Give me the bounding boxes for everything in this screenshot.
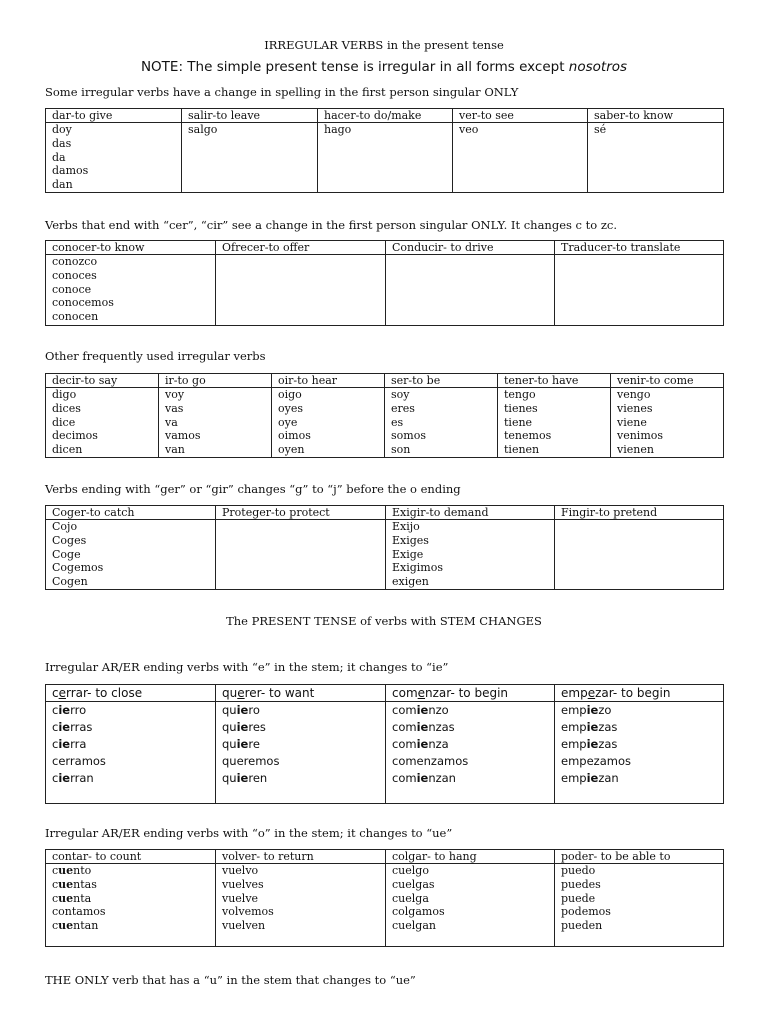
conjugation-cell xyxy=(46,702,216,804)
conjugation-form xyxy=(52,719,209,736)
conjugation-form: tienen xyxy=(504,443,540,457)
conjugation-cell xyxy=(386,255,555,326)
conjugation-cell xyxy=(555,864,724,947)
conjugation-form: sé xyxy=(594,123,607,136)
conjugation-form: conoces xyxy=(52,268,97,282)
column-header: ir-to go xyxy=(159,374,272,388)
form-part: comenzamos xyxy=(392,754,469,768)
conjugation-cell xyxy=(272,388,385,458)
conjugation-form xyxy=(222,905,379,919)
conjugation-form xyxy=(52,736,209,753)
column-header: ser-to be xyxy=(385,374,498,388)
form-part: cuelgas xyxy=(392,877,435,891)
conjugation-form xyxy=(222,736,379,753)
conjugation-form: vas xyxy=(165,401,184,415)
form-part: nza xyxy=(428,737,449,751)
conjugation-cell xyxy=(588,123,724,193)
stem-change-letters: ue xyxy=(58,864,74,877)
table-row xyxy=(46,520,724,590)
conjugation-form: salgo xyxy=(188,123,218,136)
conjugation-cell xyxy=(46,864,216,947)
conjugation-form: oye xyxy=(278,415,298,429)
form-part: contamos xyxy=(52,905,106,919)
table-row xyxy=(46,123,724,193)
conjugation-form: van xyxy=(165,443,185,457)
conjugation-form: vengo xyxy=(617,388,651,401)
conjugation-form xyxy=(222,919,379,933)
conjugation-form: conoce xyxy=(52,282,92,296)
conjugation-form xyxy=(52,702,209,719)
form-part: c xyxy=(52,877,59,891)
conjugation-form: dice xyxy=(52,415,76,429)
conjugation-cell xyxy=(216,520,386,590)
conjugation-form: Exigimos xyxy=(392,561,444,575)
stem-change-letters: ie xyxy=(236,703,249,717)
form-part: nzo xyxy=(428,703,449,717)
verb-table-o-to-ue xyxy=(45,849,724,947)
form-part: nta xyxy=(73,891,92,905)
section-heading: Irregular AR/ER ending verbs with “o” in the stem; it changes to “ue” xyxy=(45,826,453,840)
stem-change-letters: ue xyxy=(58,877,74,891)
conjugation-cell xyxy=(46,388,159,458)
form-part: zan xyxy=(598,771,619,785)
stem-change-letters: ie xyxy=(416,737,429,751)
stem-change-letters: ie xyxy=(58,720,71,734)
conjugation-form: Cogen xyxy=(52,575,88,589)
conjugation-form: dices xyxy=(52,401,81,415)
conjugation-form: tengo xyxy=(504,388,536,401)
column-header: poder- to be able to xyxy=(555,850,724,864)
conjugation-form xyxy=(561,892,717,906)
conjugation-form: exigen xyxy=(392,575,429,589)
conjugation-form: somos xyxy=(391,429,426,443)
conjugation-form: da xyxy=(52,150,66,164)
column-header: Ofrecer-to offer xyxy=(216,241,386,255)
stem-change-letters: ie xyxy=(586,703,599,717)
column-header: Proteger-to protect xyxy=(216,506,386,520)
verb-table-cer-cir xyxy=(45,240,724,326)
form-part: cuelga xyxy=(392,891,429,905)
conjugation-form: tienes xyxy=(504,401,538,415)
column-header: contar- to count xyxy=(46,850,216,864)
form-part: vuelves xyxy=(222,877,264,891)
conjugation-form xyxy=(561,753,717,770)
conjugation-form xyxy=(392,892,548,906)
conjugation-cell xyxy=(46,255,216,326)
conjugation-cell xyxy=(611,388,724,458)
conjugation-form: conocen xyxy=(52,310,99,324)
form-part: puedes xyxy=(561,877,601,891)
conjugation-form xyxy=(52,919,209,933)
conjugation-form: decimos xyxy=(52,429,98,443)
conjugation-form: vienen xyxy=(617,443,654,457)
form-part: qu xyxy=(222,703,237,717)
conjugation-form: eres xyxy=(391,401,415,415)
conjugation-form: oimos xyxy=(278,429,311,443)
form-part: rran xyxy=(70,771,94,785)
form-part: emp xyxy=(561,771,587,785)
stem-vowel: e xyxy=(417,686,426,700)
conjugation-form xyxy=(392,753,548,770)
stem-change-letters: ie xyxy=(236,771,249,785)
conjugation-form xyxy=(392,719,548,736)
verb-table-ger-gir xyxy=(45,505,724,590)
conjugation-form: vamos xyxy=(165,429,201,443)
conjugation-form xyxy=(561,736,717,753)
conjugation-form xyxy=(222,892,379,906)
form-part: queremos xyxy=(222,754,280,768)
form-part: vuelven xyxy=(222,919,266,933)
form-part: volvemos xyxy=(222,905,274,919)
table-header-row xyxy=(46,374,724,388)
form-part: com xyxy=(392,703,417,717)
table-row xyxy=(46,702,724,804)
section-heading: Verbs ending with “ger” or “gir” changes “g” to “j” before the o ending xyxy=(45,482,461,496)
conjugation-form: dicen xyxy=(52,443,83,457)
column-header: Coger-to catch xyxy=(46,506,216,520)
conjugation-cell xyxy=(216,864,386,947)
header-part: com xyxy=(392,686,418,700)
conjugation-form: son xyxy=(391,443,411,457)
table-header-row xyxy=(46,109,724,123)
form-part: cuelgan xyxy=(392,919,436,933)
column-header: colgar- to hang xyxy=(386,850,555,864)
form-part: vuelvo xyxy=(222,864,259,877)
conjugation-form: Exiges xyxy=(392,533,429,547)
form-part: c xyxy=(52,771,59,785)
column-header xyxy=(386,685,555,702)
conjugation-form xyxy=(561,919,717,933)
form-part: c xyxy=(52,891,59,905)
conjugation-form xyxy=(222,719,379,736)
conjugation-cell xyxy=(555,702,724,804)
conjugation-form xyxy=(392,702,548,719)
conjugation-form xyxy=(222,702,379,719)
stem-change-letters: ie xyxy=(416,703,429,717)
conjugation-form xyxy=(52,753,209,770)
conjugation-form: Coge xyxy=(52,547,81,561)
page-title: IRREGULAR VERBS in the present tense xyxy=(264,38,504,52)
form-part: rras xyxy=(70,720,93,734)
stem-vowel: e xyxy=(237,686,245,700)
header-part: qu xyxy=(222,686,238,700)
column-header: hacer-to do/make xyxy=(318,109,453,123)
form-part: emp xyxy=(561,737,587,751)
conjugation-form xyxy=(561,864,717,878)
stem-vowel: e xyxy=(58,686,66,700)
conjugation-form: viene xyxy=(617,415,647,429)
form-part: zas xyxy=(598,737,618,751)
conjugation-cell xyxy=(216,255,386,326)
conjugation-form xyxy=(52,770,209,787)
form-part: empezamos xyxy=(561,754,631,768)
stem-change-letters: ie xyxy=(416,720,429,734)
column-header: tener-to have xyxy=(498,374,611,388)
column-header: salir-to leave xyxy=(182,109,318,123)
column-header: ver-to see xyxy=(453,109,588,123)
conjugation-cell xyxy=(453,123,588,193)
conjugation-cell xyxy=(386,702,555,804)
column-header xyxy=(46,685,216,702)
conjugation-form: Coges xyxy=(52,533,87,547)
verb-table-e-to-ie xyxy=(45,684,724,804)
conjugation-form xyxy=(392,864,548,878)
form-part: c xyxy=(52,919,59,933)
table-header-row xyxy=(46,241,724,255)
stem-change-title: The PRESENT TENSE of verbs with STEM CHANGES xyxy=(226,614,542,628)
conjugation-form: conozco xyxy=(52,255,98,268)
section-heading: Irregular AR/ER ending verbs with “e” in the stem; it changes to “ie” xyxy=(45,660,449,674)
form-part: c xyxy=(52,737,59,751)
form-part: cuelgo xyxy=(392,864,429,877)
conjugation-form: Cogemos xyxy=(52,561,104,575)
conjugation-form xyxy=(392,919,548,933)
form-part: nzas xyxy=(428,720,455,734)
stem-change-letters: ie xyxy=(586,737,599,751)
column-header: decir-to say xyxy=(46,374,159,388)
form-part: ntan xyxy=(73,919,99,933)
conjugation-cell xyxy=(318,123,453,193)
note-line xyxy=(0,59,768,75)
table-header-row xyxy=(46,506,724,520)
stem-change-letters: ie xyxy=(586,720,599,734)
form-part: zo xyxy=(598,703,612,717)
conjugation-form: voy xyxy=(165,388,185,401)
conjugation-form xyxy=(222,770,379,787)
conjugation-form: oigo xyxy=(278,388,302,401)
conjugation-form xyxy=(561,770,717,787)
conjugation-form: tenemos xyxy=(504,429,552,443)
stem-change-letters: ie xyxy=(58,771,71,785)
stem-change-letters: ie xyxy=(58,703,71,717)
conjugation-cell xyxy=(555,255,724,326)
conjugation-form: conocemos xyxy=(52,296,114,310)
conjugation-form xyxy=(392,878,548,892)
form-part: emp xyxy=(561,720,587,734)
conjugation-form xyxy=(561,905,717,919)
form-part: vuelve xyxy=(222,891,259,905)
verb-table-frequent-irregular xyxy=(45,373,724,458)
conjugation-cell xyxy=(498,388,611,458)
column-header: dar-to give xyxy=(46,109,182,123)
footer-heading: THE ONLY verb that has a “u” in the stem that changes to “ue” xyxy=(45,973,416,987)
conjugation-form xyxy=(222,753,379,770)
conjugation-form: soy xyxy=(391,388,410,401)
section-heading: Other frequently used irregular verbs xyxy=(45,349,266,363)
conjugation-cell xyxy=(386,520,555,590)
column-header: venir-to come xyxy=(611,374,724,388)
conjugation-form: veo xyxy=(459,123,479,136)
conjugation-form xyxy=(52,864,209,878)
table-row xyxy=(46,255,724,326)
conjugation-form: va xyxy=(165,415,178,429)
form-part: pueden xyxy=(561,919,603,933)
conjugation-form: tiene xyxy=(504,415,533,429)
stem-change-letters: ue xyxy=(58,919,74,933)
form-part: nzan xyxy=(428,771,456,785)
form-part: rra xyxy=(70,737,87,751)
form-part: cerramos xyxy=(52,754,106,768)
form-part: ntas xyxy=(73,877,97,891)
header-part: nzar- to begin xyxy=(425,686,509,700)
table-header-row xyxy=(46,685,724,702)
table-header-row xyxy=(46,850,724,864)
conjugation-form: es xyxy=(391,415,404,429)
form-part: c xyxy=(52,864,59,877)
form-part: com xyxy=(392,720,417,734)
column-header: Fingir-to pretend xyxy=(555,506,724,520)
conjugation-cell xyxy=(159,388,272,458)
column-header: conocer-to know xyxy=(46,241,216,255)
column-header: saber-to know xyxy=(588,109,724,123)
conjugation-form: damos xyxy=(52,164,89,178)
form-part: ren xyxy=(248,771,268,785)
section-heading: Verbs that end with “cer”, “cir” see a change in the first person singular ONLY. It changes c to zc. xyxy=(45,218,618,232)
header-part: emp xyxy=(561,686,588,700)
header-part: rrar- to close xyxy=(66,686,143,700)
column-header: Conducir- to drive xyxy=(386,241,555,255)
conjugation-form xyxy=(222,878,379,892)
conjugation-form: oyes xyxy=(278,401,303,415)
header-part: c xyxy=(52,686,59,700)
form-part: com xyxy=(392,771,417,785)
form-part: c xyxy=(52,703,59,717)
section-heading: Some irregular verbs have a change in spelling in the first person singular ONLY xyxy=(45,85,519,99)
stem-change-letters: ie xyxy=(58,737,71,751)
header-part: rer- to want xyxy=(244,686,315,700)
form-part: emp xyxy=(561,703,587,717)
conjugation-form: digo xyxy=(52,388,77,401)
conjugation-form: oyen xyxy=(278,443,305,457)
conjugation-cell xyxy=(386,864,555,947)
form-part: com xyxy=(392,737,417,751)
conjugation-form: vienes xyxy=(617,401,653,415)
conjugation-form xyxy=(392,905,548,919)
conjugation-form: hago xyxy=(324,123,352,136)
conjugation-form: Exijo xyxy=(392,520,420,533)
stem-change-letters: ie xyxy=(236,737,249,751)
conjugation-form xyxy=(222,864,379,878)
form-part: puede xyxy=(561,891,596,905)
header-part: zar- to begin xyxy=(595,686,671,700)
column-header xyxy=(216,685,386,702)
note-emphasis: nosotros xyxy=(568,59,628,75)
table-row xyxy=(46,864,724,947)
form-part: podemos xyxy=(561,905,611,919)
conjugation-form xyxy=(52,905,209,919)
conjugation-cell xyxy=(182,123,318,193)
conjugation-form: Exige xyxy=(392,547,424,561)
conjugation-cell xyxy=(216,702,386,804)
form-part: colgamos xyxy=(392,905,445,919)
verb-table-first-person xyxy=(45,108,724,193)
form-part: res xyxy=(248,720,266,734)
conjugation-form: Cojo xyxy=(52,520,78,533)
stem-change-letters: ie xyxy=(586,771,599,785)
form-part: nto xyxy=(73,864,92,877)
conjugation-cell xyxy=(46,520,216,590)
conjugation-cell xyxy=(46,123,182,193)
column-header: Traducer-to translate xyxy=(555,241,724,255)
stem-change-letters: ie xyxy=(416,771,429,785)
conjugation-form xyxy=(392,770,548,787)
column-header xyxy=(555,685,724,702)
stem-change-letters: ie xyxy=(236,720,249,734)
conjugation-cell xyxy=(555,520,724,590)
form-part: qu xyxy=(222,720,237,734)
form-part: zas xyxy=(598,720,618,734)
conjugation-form xyxy=(52,892,209,906)
form-part: re xyxy=(248,737,260,751)
form-part: ro xyxy=(248,703,260,717)
column-header: volver- to return xyxy=(216,850,386,864)
table-row xyxy=(46,388,724,458)
conjugation-form xyxy=(561,719,717,736)
conjugation-form: dan xyxy=(52,178,73,192)
conjugation-form xyxy=(392,736,548,753)
conjugation-form: das xyxy=(52,136,72,150)
stem-change-letters: ue xyxy=(58,891,74,905)
stem-vowel: e xyxy=(587,686,596,700)
conjugation-form xyxy=(561,878,717,892)
form-part: rro xyxy=(70,703,87,717)
note-text: NOTE: The simple present tense is irregular in all forms except xyxy=(140,59,569,75)
conjugation-form xyxy=(52,878,209,892)
column-header: oir-to hear xyxy=(272,374,385,388)
conjugation-form: doy xyxy=(52,123,72,136)
form-part: puedo xyxy=(561,864,596,877)
conjugation-form xyxy=(561,702,717,719)
form-part: qu xyxy=(222,771,237,785)
conjugation-cell xyxy=(385,388,498,458)
column-header: Exigir-to demand xyxy=(386,506,555,520)
form-part: qu xyxy=(222,737,237,751)
conjugation-form: venimos xyxy=(617,429,664,443)
form-part: c xyxy=(52,720,59,734)
